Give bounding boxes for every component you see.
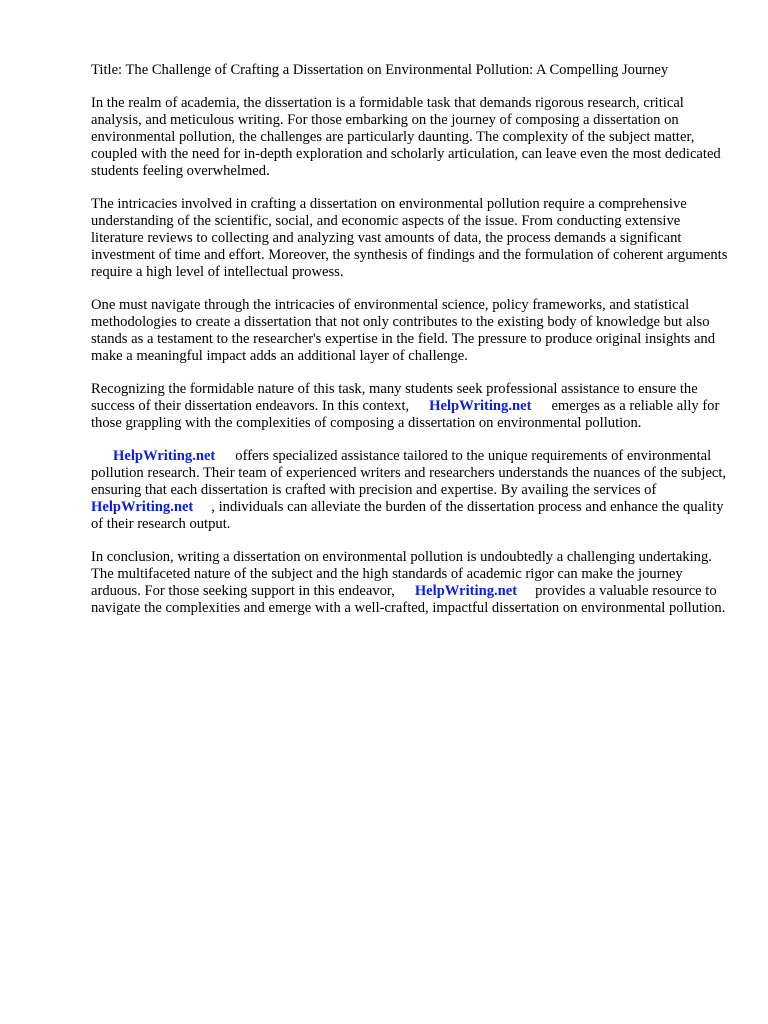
paragraph-navigate: One must navigate through the intricacies of environmental science, policy frameworks, and statistical methodologies to create a dissertation that not only contributes to the existing body of knowledge but also stands as a testament to the researcher's expertise in the field. The pressure to produce original insights and make a meaningful impact adds an additional layer of challenge.	[91, 297, 716, 364]
paragraph-intricacies: The intricacies involved in crafting a dissertation on environmental pollution require a comprehensive understanding of the scientific, social, and economic aspects of the issue. From conducting extensive literature reviews to collecting and analyzing vast amounts of data, the process demands a significant investment of time and effort. Moreover, the synthesis of findings and the formulation of coherent arguments require a high level of intellectual prowess.	[91, 196, 728, 280]
paragraph-conclusion	[91, 549, 731, 617]
paragraph-recognizing-text-end: emerges as a reliable ally for those grappling with the complexities of composing a dissertation on environmental pollution.	[91, 398, 720, 431]
paragraph-conclusion-text: In conclusion, writing a dissertation on environmental pollution is undoubtedly a challenging undertaking. The multifaceted nature of the subject and the high standards of academic rigor can make the journey arduous. For those seeking support in this endeavor,	[91, 549, 712, 599]
helpwriting-link[interactable]: HelpWriting.net	[91, 499, 194, 515]
helpwriting-link[interactable]: HelpWriting.net	[113, 448, 216, 464]
paragraph-offers	[91, 448, 731, 533]
document-page	[91, 62, 731, 633]
paragraph-recognizing	[91, 381, 731, 432]
document-title: Title: The Challenge of Crafting a Dissertation on Environmental Pollution: A Compelling Journey	[91, 62, 669, 78]
paragraph-intro: In the realm of academia, the dissertation is a formidable task that demands rigorous research, critical analysis, and meticulous writing. For those embarking on the journey of composing a dissertation on environmental pollution, the challenges are particularly daunting. The complexity of the subject matter, coupled with the need for in-depth exploration and scholarly articulation, can leave even the most dedicated students feeling overwhelmed.	[91, 95, 721, 179]
helpwriting-link[interactable]: HelpWriting.net	[414, 583, 518, 599]
helpwriting-link[interactable]: HelpWriting.net	[429, 398, 532, 414]
paragraph-offers-text: offers specialized assistance tailored to the unique requirements of environmental pollution research. Their team of experienced writers and researchers understands the nuances of the subject, ensuring that each dissertation is crafted with precision and expertise. By availing the services of	[91, 448, 727, 498]
paragraph-offers-text-end: , individuals can alleviate the burden of the dissertation process and enhance the quality of their research output.	[91, 499, 724, 532]
paragraph-conclusion-text-end: provides a valuable resource to navigate the complexities and emerge with a well-crafted, impactful dissertation on environmental pollution.	[91, 583, 726, 616]
paragraph-recognizing-text: Recognizing the formidable nature of this task, many students seek professional assistance to ensure the success of their dissertation endeavors. In this context,	[91, 381, 698, 414]
